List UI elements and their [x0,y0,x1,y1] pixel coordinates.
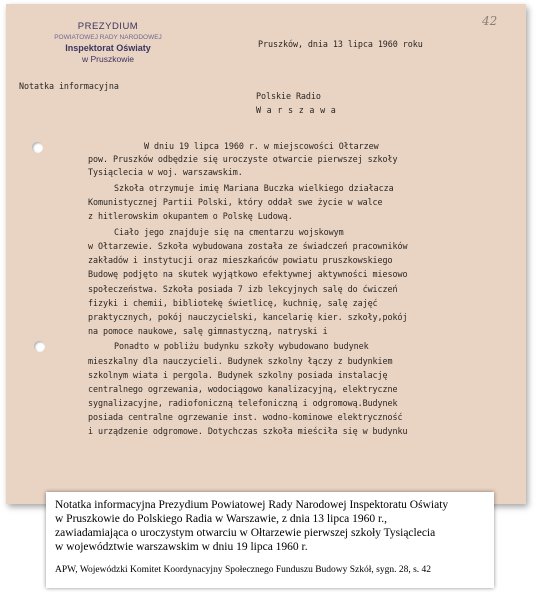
caption-text: Notatka informacyjna Prezydium Powiatowej Rady Narodowej Inspektoratu Oświaty w Pruszkowie do Polskiego Radia w Warszawie, z dnia 13 lipca 1960 r., zawiadamiająca o uroczystym otwarciu w Ołtarzewie pierwszej szkoły Tysiąclecia w województwie warszawskim w dniu 19 lipca 1960 r. [55,499,449,553]
stamp-line: Inspektorat Oświaty [65,43,151,53]
recipient-line: Polskie Radio [256,91,321,101]
punch-hole [34,341,45,352]
typewritten-page [6,4,526,504]
body-line: Budowę podjęto na skutek wyjątkowo efektywnej aktywności miesowo [88,269,408,279]
body-line: fizyki i chemii, bibliotekę świetlicę, kuchnię, salę zajęć [88,298,378,308]
body-line: w Ołtarzewie. Szkoła wybudowana została ze świadczeń pracowników [88,241,408,251]
caption-box [46,492,494,588]
recipient-city: W a r s z a w a [256,105,337,115]
body-line: Ciało jego znajduje się na cmentarzu wojskowym [114,227,344,237]
caption-source: APW, Wojewódzki Komitet Koordynacyjny Społecznego Funduszu Budowy Szkół, sygn. 28, s. 42 [55,565,432,575]
body-line: pow. Pruszków odbędzie się uroczyste otwarcie pierwszej szkoły [88,154,398,164]
body-line: z hitlerowskim okupantem o Polskę Ludową. [88,211,293,221]
punch-hole [32,142,43,153]
body-line: W dniu 19 lipca 1960 r. w miejscowości Ołtarzew [144,141,379,151]
body-line: Tysiąclecia w woj. warszawskim. [88,167,243,177]
body-line: sygnalizacyjne, radiofoniczną telefoniczną i odgromową.Budynek [88,398,398,408]
body-line: na pomoce naukowe, salę gimnastyczną, natryski i [88,326,328,336]
place-date: Pruszków, dnia 13 lipca 1960 roku [258,39,423,49]
document-title: Notatka informacyjna [19,81,119,91]
body-line: społeczeństwa. Szkoła posiada 7 izb lekcyjnych salę do ćwiczeń [88,284,398,294]
body-line: Ponadto w pobliżu budynku szkoły wybudowano budynek [114,341,369,351]
body-line: zakładów i instytucji oraz mieszkańców powiatu pruszkowskiego [88,255,393,265]
body-line: mieszkalny dla nauczycieli. Budynek szkolny łączy z budynkiem [88,356,393,366]
body-line: i urządzenie odgromowe. Dotychczas szkoła mieściła się w budynku [88,426,408,436]
body-line: centralnego ogrzewania, wodociągowo kanalizacyjną, elektryczne [88,384,398,394]
body-line: Szkoła otrzymuje imię Mariana Buczka wielkiego działacza [114,183,394,193]
body-line: posiada centralne ogrzewanie inst. wodno-kominowe elektryczność [88,412,403,422]
official-stamp [52,21,164,65]
body-line: Komunistycznej Partii Polski, który oddał swe życie w walce [88,197,383,207]
stamp-line: PREZYDIUM [77,21,139,32]
stamp-line: w Pruszkowie [82,54,134,64]
body-line: praktycznych, pokój nauczycielski, kancelarię kier. szkoły,pokój [88,312,408,322]
stamp-line: POWIATOWEJ RADY NARODOWEJ [54,34,162,41]
body-line: szkolnym wiata i pergola. Budynek szkolny posiada instalację [88,370,388,380]
page-number: 42 [482,14,498,28]
